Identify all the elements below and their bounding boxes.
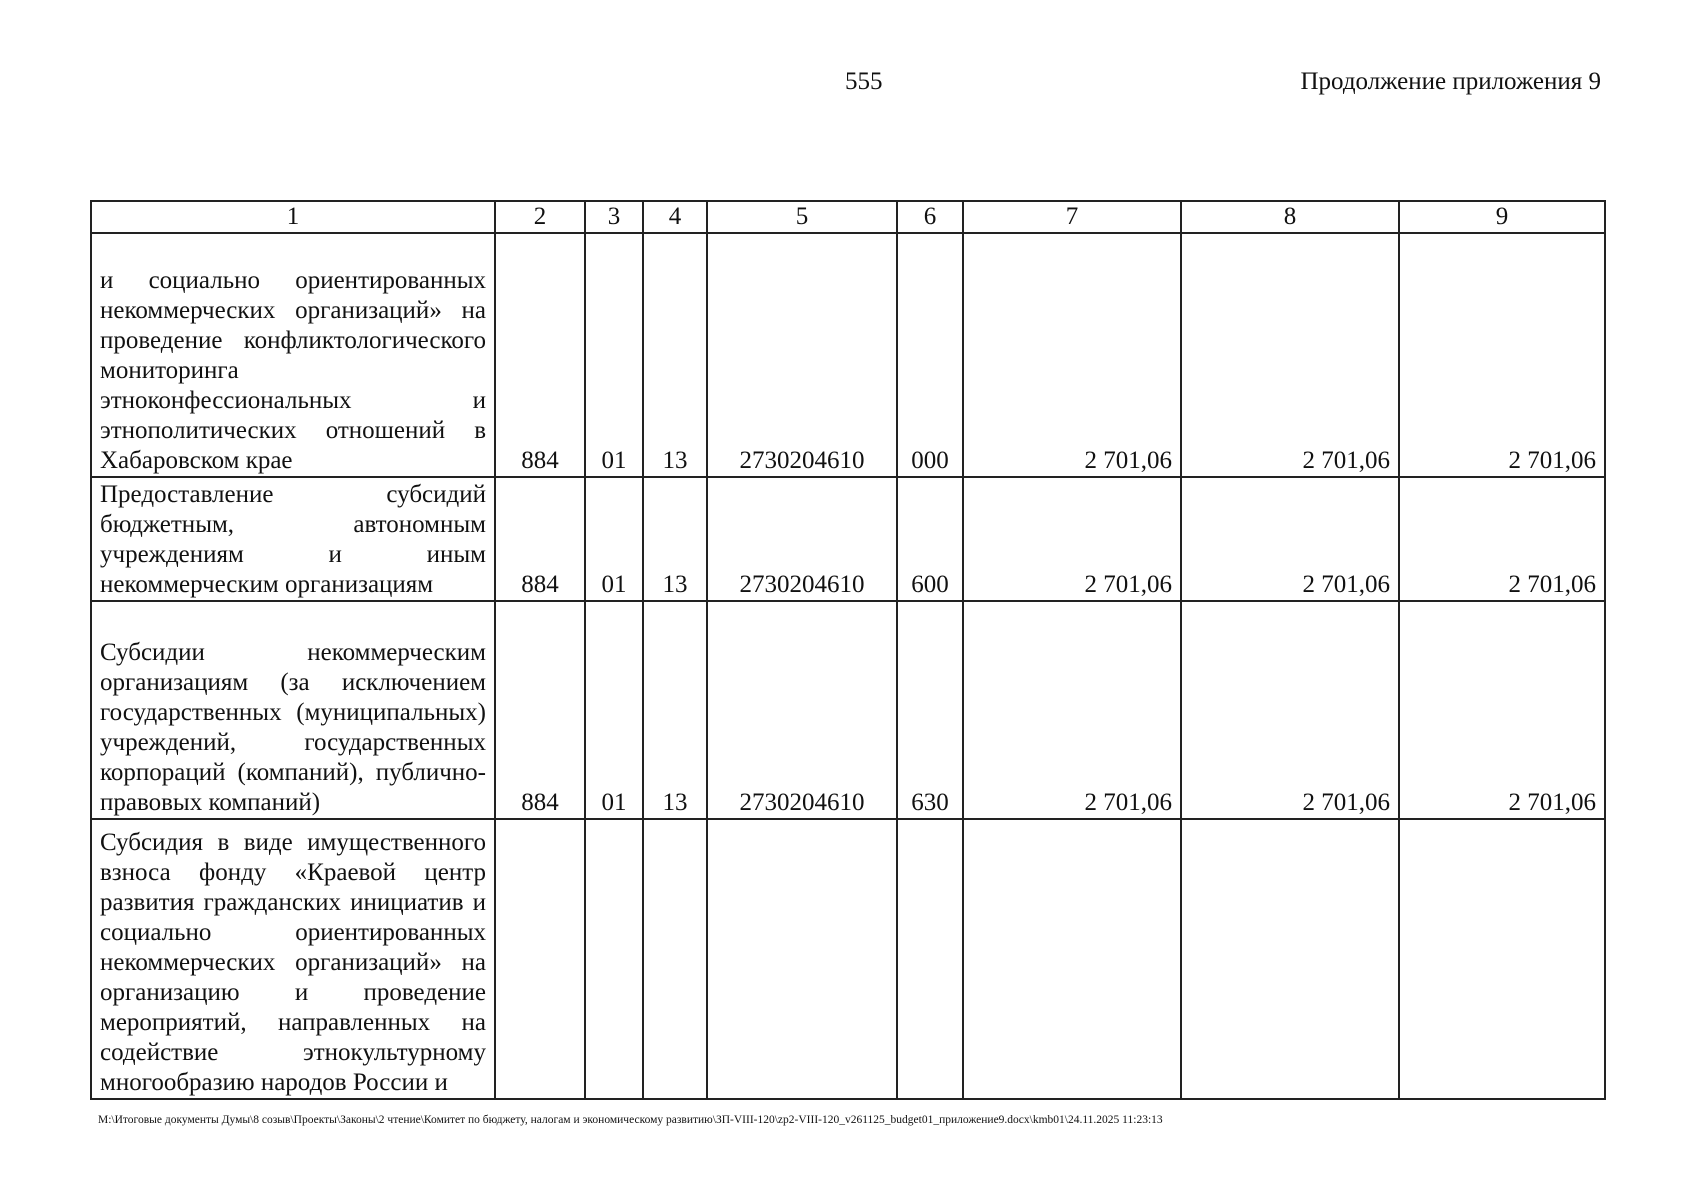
cell-section [585, 819, 643, 1099]
table-row [91, 819, 1605, 1099]
cell-section: 01 [585, 477, 643, 601]
cell-amount: 2 701,06 [1181, 233, 1399, 477]
column-header: 4 [643, 201, 707, 233]
cell-amount: 2 701,06 [1399, 233, 1605, 477]
budget-table [90, 200, 1606, 1100]
cell-amount [963, 819, 1181, 1099]
cell-target-article: 2730204610 [707, 477, 897, 601]
column-header: 8 [1181, 201, 1399, 233]
cell-subsection: 13 [643, 477, 707, 601]
cell-ministry-code [495, 819, 585, 1099]
cell-target-article [707, 819, 897, 1099]
row-description: и социально ориентированных некоммерческих организаций» на проведение конфликтологического мониторинга этноконфессиональных и этнополитических отношений в Хабаровском крае [91, 233, 495, 477]
column-header: 3 [585, 201, 643, 233]
row-description: Субсидии некоммерческим организациям (за исключением государственных (муниципальных) учреждений, государственных корпораций (компаний), публично-правовых компаний) [91, 601, 495, 819]
cell-subsection: 13 [643, 233, 707, 477]
cell-expense-type: 630 [897, 601, 963, 819]
table-row [91, 477, 1605, 601]
row-description: Предоставление субсидий бюджетным, автономным учреждениям и иным некоммерческим организациям [91, 477, 495, 601]
column-header: 1 [91, 201, 495, 233]
column-header: 5 [707, 201, 897, 233]
cell-amount: 2 701,06 [963, 477, 1181, 601]
cell-amount: 2 701,06 [1181, 477, 1399, 601]
cell-section: 01 [585, 601, 643, 819]
cell-amount: 2 701,06 [963, 233, 1181, 477]
cell-amount: 2 701,06 [1399, 477, 1605, 601]
cell-amount [1181, 819, 1399, 1099]
cell-amount: 2 701,06 [1181, 601, 1399, 819]
column-header: 7 [963, 201, 1181, 233]
cell-ministry-code: 884 [495, 233, 585, 477]
document-file-path: M:\Итоговые документы Думы\8 созыв\Проекты\Законы\2 чтение\Комитет по бюджету, налогам и экономическому развитию\ЗП-VIII-120\zp2-VIII-120_v261125_budget01_приложение9.docx\kmb01\24.11.2025 11:23:13 [98, 1114, 1163, 1126]
cell-ministry-code: 884 [495, 477, 585, 601]
column-header: 6 [897, 201, 963, 233]
cell-target-article: 2730204610 [707, 233, 897, 477]
column-header: 2 [495, 201, 585, 233]
cell-amount [1399, 819, 1605, 1099]
page-number: 555 [845, 68, 883, 95]
table-row [91, 601, 1605, 819]
cell-subsection [643, 819, 707, 1099]
cell-amount: 2 701,06 [1399, 601, 1605, 819]
cell-expense-type [897, 819, 963, 1099]
appendix-continuation-title: Продолжение приложения 9 [1300, 68, 1601, 95]
cell-target-article: 2730204610 [707, 601, 897, 819]
cell-ministry-code: 884 [495, 601, 585, 819]
cell-amount: 2 701,06 [963, 601, 1181, 819]
cell-section: 01 [585, 233, 643, 477]
row-description: Субсидия в виде имущественного взноса фонду «Краевой центр развития гражданских инициатив и социально ориентированных некоммерческих организаций» на организацию и проведение мероприятий, направленных на содействие этнокультурному многообразию народов России и [91, 819, 495, 1099]
column-header: 9 [1399, 201, 1605, 233]
column-number-row [91, 201, 1605, 233]
table-row [91, 233, 1605, 477]
cell-subsection: 13 [643, 601, 707, 819]
cell-expense-type: 000 [897, 233, 963, 477]
cell-expense-type: 600 [897, 477, 963, 601]
